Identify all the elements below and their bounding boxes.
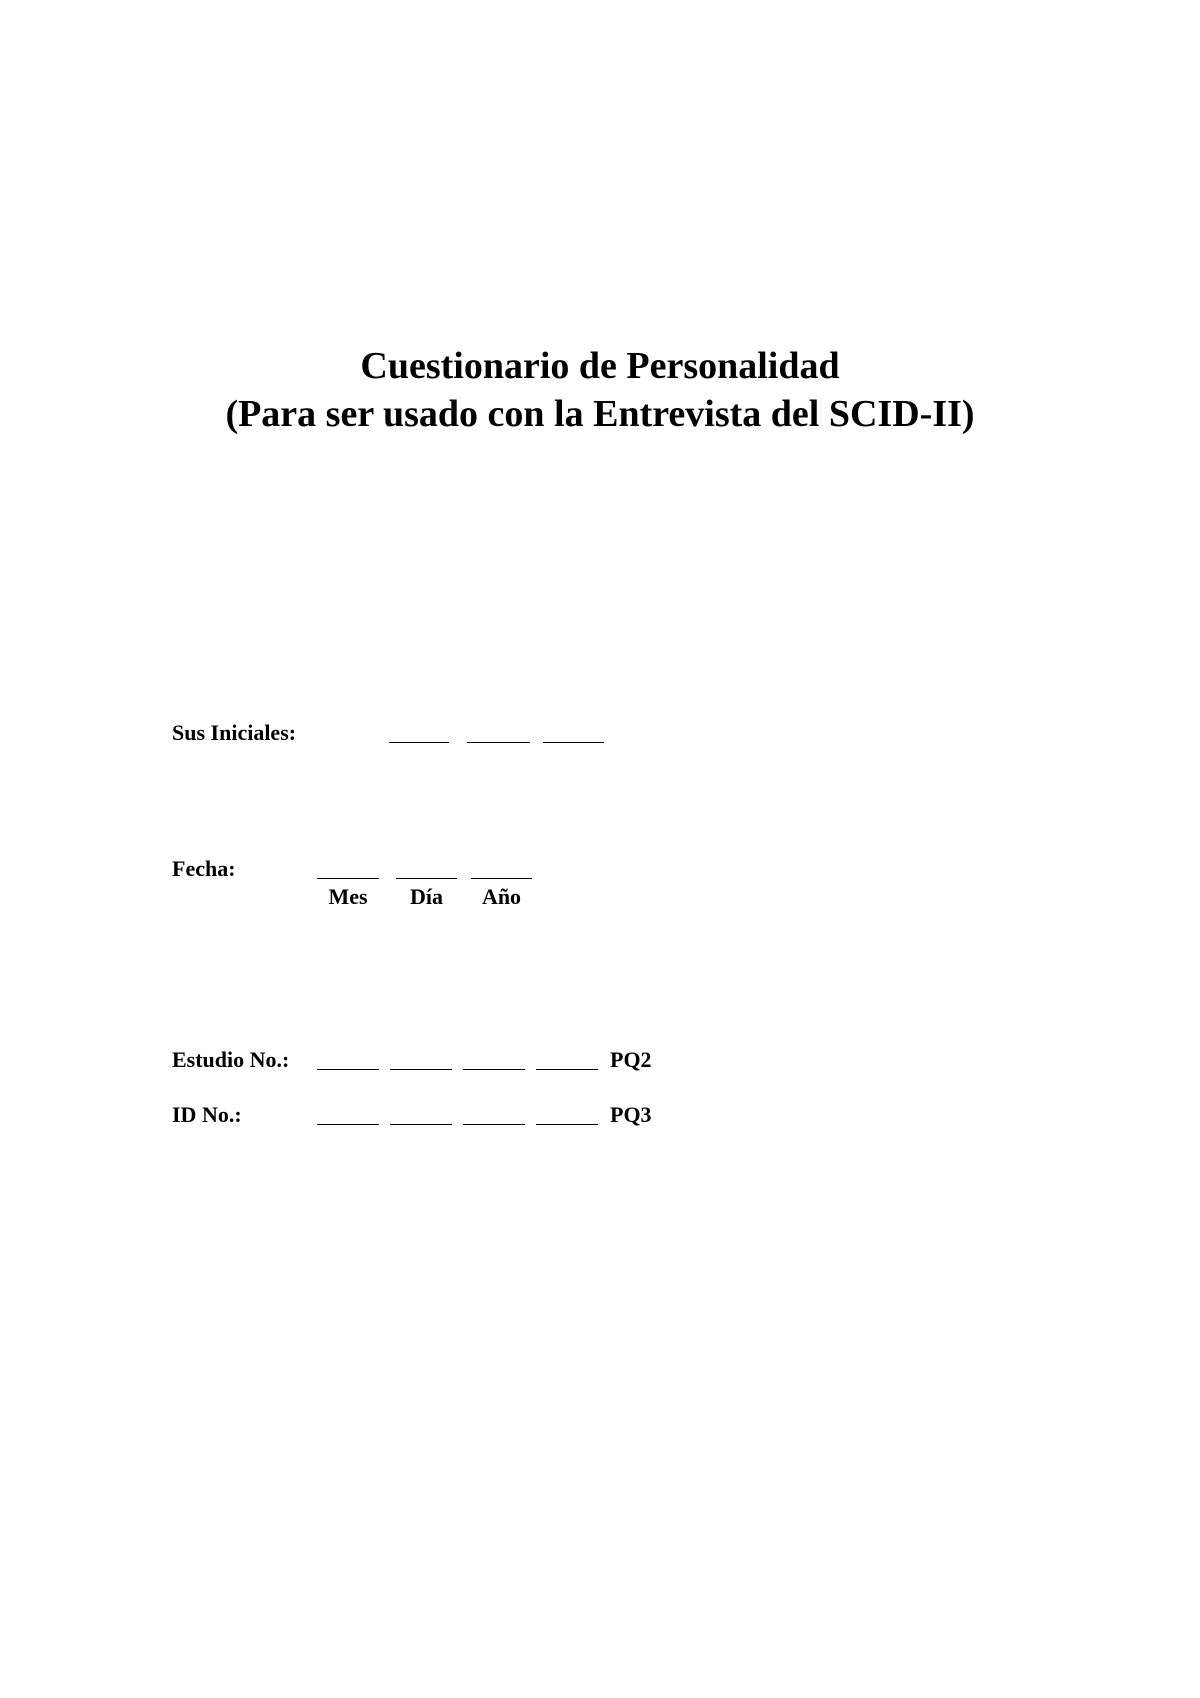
initials-blank-1[interactable] [389, 742, 449, 743]
study-number-blank-4[interactable] [536, 1069, 598, 1070]
initials-blank-3[interactable] [543, 742, 604, 743]
id-number-blank-4[interactable] [536, 1124, 598, 1125]
id-number-code: PQ3 [610, 1102, 652, 1127]
date-month-blank[interactable] [317, 878, 379, 879]
id-number-blank-1[interactable] [317, 1124, 379, 1125]
date-year-label: Año [481, 884, 522, 909]
study-number-label: Estudio No.: [172, 1047, 290, 1072]
study-number-code: PQ2 [610, 1047, 652, 1072]
id-number-blank-2[interactable] [390, 1124, 452, 1125]
initials-blank-2[interactable] [467, 742, 530, 743]
study-number-blank-1[interactable] [317, 1069, 379, 1070]
date-label: Fecha: [172, 856, 236, 881]
study-number-blank-3[interactable] [463, 1069, 525, 1070]
date-year-blank[interactable] [471, 878, 532, 879]
id-number-blank-3[interactable] [463, 1124, 525, 1125]
initials-label: Sus Iniciales: [172, 720, 297, 745]
date-day-blank[interactable] [396, 878, 457, 879]
date-month-label: Mes [328, 884, 368, 909]
document-title-line1: Cuestionario de Personalidad [360, 345, 840, 387]
date-day-label: Día [410, 884, 443, 909]
document-title-line2: (Para ser usado con la Entrevista del SCID-II) [225, 393, 975, 435]
id-number-label: ID No.: [172, 1102, 242, 1127]
study-number-blank-2[interactable] [390, 1069, 452, 1070]
